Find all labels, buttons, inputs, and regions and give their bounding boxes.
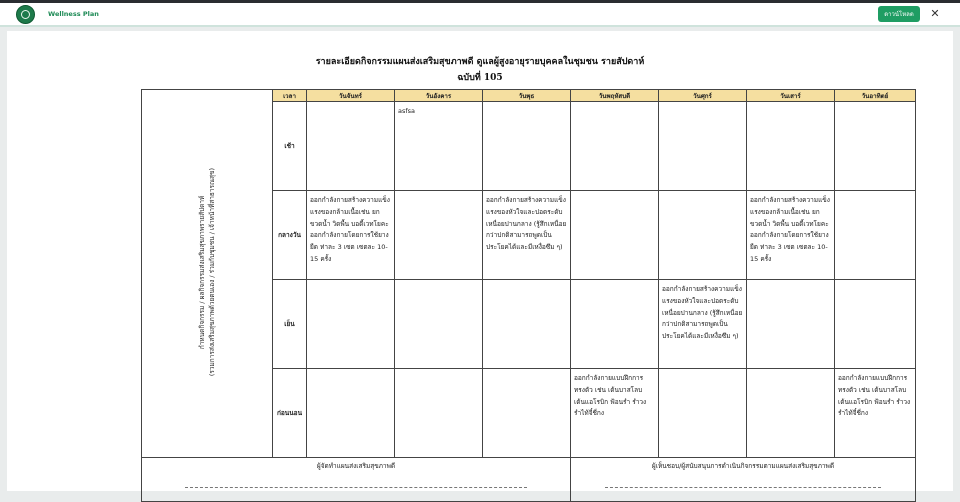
plan-cell[interactable]: ออกกำลังกายสร้างความแข็งแรงของกล้ามเนื้อเช่น ยกขวดน้ำ วิดพื้น บอดี้เวทโยคะ ออกกำลังกายโดยการใช้ยางยืด ท่าละ 3 เซต เซตละ 10-15 ครั้ง <box>747 191 835 280</box>
download-button[interactable]: ดาวน์โหลด <box>878 6 920 22</box>
signature-line-right[interactable] <box>605 487 880 488</box>
plan-cell[interactable] <box>747 280 835 369</box>
plan-cell[interactable] <box>483 369 571 458</box>
plan-cell[interactable]: ออกกำลังกายสร้างความแข็งแรงของกล้ามเนื้อเช่น ยกขวดน้ำ วิดพื้น บอดี้เวทโยคะ ออกกำลังกายโดยการใช้ยางยืด ท่าละ 3 เซต เซตละ 10-15 ครั้ง <box>307 191 395 280</box>
logo-icon <box>16 5 35 24</box>
plan-cell[interactable] <box>659 191 747 280</box>
plan-cell[interactable] <box>835 102 916 191</box>
plan-cell[interactable] <box>571 102 659 191</box>
plan-cell[interactable]: ออกกำลังกายสร้างความแข็งแรงของหัวใจและปอดระดับเหนื่อยปานกลาง (รู้สึกเหนื่อยกว่าปกติสามารถพูดเป็นประโยคได้และมีเหงื่อซึม ๆ) <box>659 280 747 369</box>
plan-cell[interactable] <box>835 280 916 369</box>
header-wednesday: วันพุธ <box>483 90 571 102</box>
plan-cell[interactable] <box>307 369 395 458</box>
plan-cell[interactable] <box>659 102 747 191</box>
header-friday: วันศุกร์ <box>659 90 747 102</box>
header-monday: วันจันทร์ <box>307 90 395 102</box>
plan-cell[interactable] <box>307 280 395 369</box>
plan-cell[interactable] <box>395 369 483 458</box>
plan-cell[interactable] <box>747 102 835 191</box>
plan-cell[interactable] <box>395 191 483 280</box>
app-title: Wellness Plan <box>48 10 99 18</box>
side-label-cell <box>142 90 273 458</box>
signature-line-left[interactable] <box>185 487 527 488</box>
time-label: กลางวัน <box>273 191 307 280</box>
document-issue-number: ฉบับที่ 105 <box>457 73 503 83</box>
plan-cell[interactable]: ออกกำลังกายแบบฝึกการทรงตัว เช่น เต้นบาสโลบ เต้นแอโรบิก ฟ้อนรำ รำวง รำไท้จี๋ชี่กง <box>571 369 659 458</box>
header-thursday: วันพฤหัสบดี <box>571 90 659 102</box>
weekly-plan-table <box>141 89 916 502</box>
footer-left-cell <box>142 458 571 502</box>
plan-cell[interactable] <box>483 280 571 369</box>
plan-cell[interactable] <box>659 369 747 458</box>
plan-cell[interactable] <box>747 369 835 458</box>
close-icon[interactable]: ✕ <box>930 7 940 20</box>
side-label: กำหนดกิจกรรม / ผลกิจกรรมส่งเสริมสุขภาพรายสัปดาห์ (รวมการส่งเสริมสุขภาพด้วยตนเอง / ร่วมกับชุมชน / เจ้าหน้าที่สาธารณสุข) <box>198 168 216 377</box>
footer-right-label: ผู้เห็นชอบ/ผู้สนับสนุนการดำเนินกิจกรรมตามแผนส่งเสริมสุขภาพดี <box>651 462 835 470</box>
plan-cell[interactable] <box>835 191 916 280</box>
plan-cell[interactable]: asfsa <box>395 102 483 191</box>
plan-cell[interactable]: ออกกำลังกายสร้างความแข็งแรงของหัวใจและปอดระดับเหนื่อยปานกลาง (รู้สึกเหนื่อยกว่าปกติสามารถพูดเป็นประโยคได้และมีเหงื่อซึม ๆ) <box>483 191 571 280</box>
signature-row <box>142 458 916 502</box>
header-saturday: วันเสาร์ <box>747 90 835 102</box>
footer-right-cell <box>571 458 916 502</box>
header-tuesday: วันอังคาร <box>395 90 483 102</box>
header-time: เวลา <box>273 90 307 102</box>
plan-cell[interactable] <box>571 191 659 280</box>
footer-left-label: ผู้จัดทำแผนส่งเสริมสุขภาพดี <box>316 462 396 470</box>
document-page <box>7 31 953 491</box>
plan-cell[interactable] <box>307 102 395 191</box>
time-label: เย็น <box>273 280 307 369</box>
time-label: ก่อนนอน <box>273 369 307 458</box>
header-sunday: วันอาทิตย์ <box>835 90 916 102</box>
plan-cell[interactable] <box>395 280 483 369</box>
document-title: รายละเอียดกิจกรรมแผนส่งเสริมสุขภาพดี ดูแลผู้สูงอายุรายบุคคลในชุมชน รายสัปดาห์ <box>315 57 645 67</box>
plan-cell[interactable] <box>483 102 571 191</box>
plan-cell[interactable]: ออกกำลังกายแบบฝึกการทรงตัว เช่น เต้นบาสโลบ เต้นแอโรบิก ฟ้อนรำ รำวง รำไท้จี๋ชี่กง <box>835 369 916 458</box>
app-header <box>0 3 960 27</box>
time-label: เช้า <box>273 102 307 191</box>
plan-cell[interactable] <box>571 280 659 369</box>
